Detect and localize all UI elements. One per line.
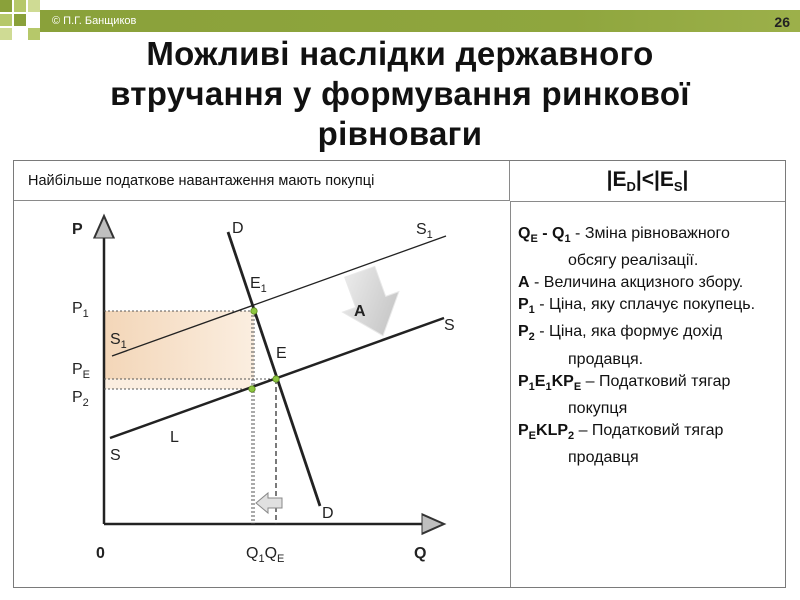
axis-q-label: Q (414, 545, 427, 562)
title-line: Можливі наслідки державного (146, 35, 654, 72)
table-header-right: $|E_D|<|E_S|$ (510, 161, 785, 202)
left-arrow-icon (256, 493, 282, 513)
label-s-right: S (444, 317, 455, 334)
label-d-top: D (232, 220, 244, 237)
point-l (249, 386, 255, 392)
label-s1-top: $S_1$ (416, 221, 433, 241)
origin-label: 0 (96, 545, 105, 562)
point-e (273, 376, 279, 382)
legend-item: $P_EKLP_2$ – Податковий тягар продавця (518, 421, 724, 466)
label-d-bottom: D (322, 505, 334, 522)
copyright-text: © П.Г. Банщиков (52, 15, 137, 27)
legend-item: A - Величина акцизного збору. (518, 274, 744, 292)
label-e: E (276, 345, 287, 362)
label-p2: $P_2$ (72, 389, 89, 409)
label-s-left: S (110, 447, 121, 464)
label-pe: $P_E$ (72, 361, 91, 381)
title-line: рівноваги (317, 115, 483, 152)
axis-p-label: P (72, 221, 83, 238)
label-a: A (354, 303, 366, 320)
label-l: L (170, 429, 179, 446)
seller-tax-area (104, 379, 250, 389)
legend-item: $P_1$ - Ціна, яку сплачує покупець. (518, 296, 756, 317)
point-e1 (251, 308, 257, 314)
label-s1-area: $S_1$ (110, 331, 127, 351)
page-number: 26 (774, 14, 790, 30)
table-header-left: Найбільше податкове навантаження мають покупці (14, 161, 510, 201)
legend-item: $P_1E_1KP_E$ – Податковий тягар покупця (518, 372, 731, 417)
label-e1: $E_1$ (250, 275, 267, 295)
legend-item: $P_2$ - Ціна, яка формує дохід продавця. (518, 323, 723, 368)
label-q1-qe: $Q_1Q_E$ (246, 545, 285, 565)
legend-item: $Q_E - Q_1$ - Зміна рівноважного обсягу реалізації. (518, 225, 730, 270)
label-p1: $P_1$ (72, 300, 89, 320)
title-line: втручання у формування ринкової (110, 75, 690, 112)
